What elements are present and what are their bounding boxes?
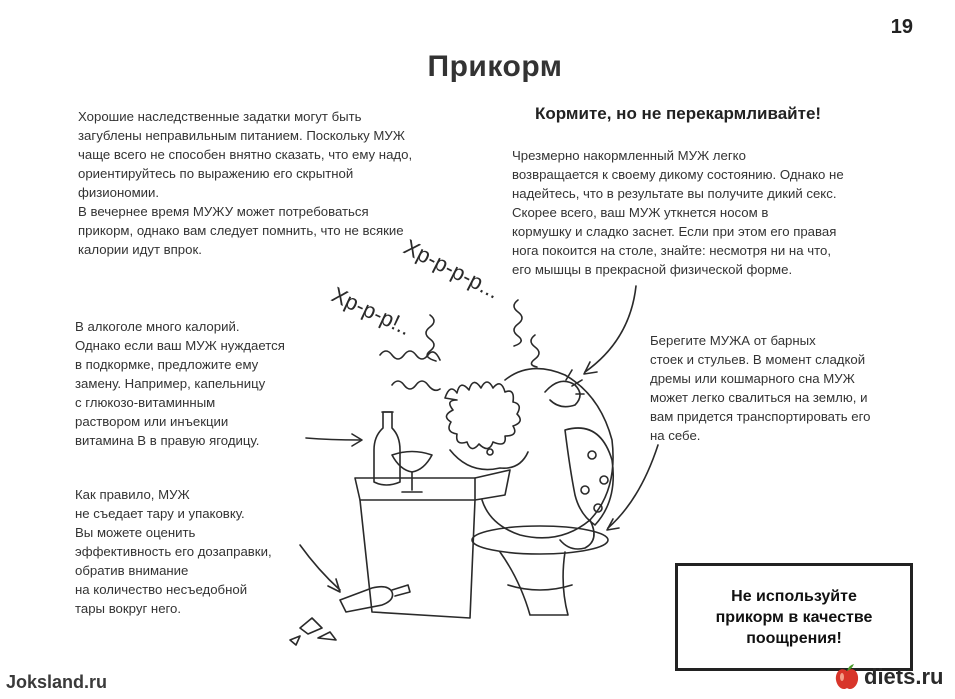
page-title: Прикорм [427,50,563,83]
arrow-to-stool [608,445,658,528]
man-face [450,450,528,470]
stool-legs [500,552,568,615]
broken-glass [290,618,336,645]
table-side [475,470,510,500]
table-top [355,478,475,500]
man-nose [487,449,493,455]
overfed-paragraph: Чрезмерно накормленный МУЖ легко возвращается к своему дикому состоянию. Однако не надейтесь, что в результате вы получите дикий секс. Скорее всего, ваш МУЖ уткнется носом в кормушку и сладко заснет. Если при этом его правая нога покоится на столе, знайте: несмотря ни на что, его мышцы в прекрасной физической форме. [512,148,844,277]
squiggle-3 [426,315,436,361]
snore-text-1: Хр-р-р-р... [399,234,504,304]
floor-bottle [340,587,393,612]
packaging-paragraph: Как правило, МУЖ не съедает тару и упаковку. Вы можете оценить эффективность его дозаправки, обратив внимание на количество несъедобной тары вокруг него. [75,487,272,616]
arrow-to-floor [300,545,340,590]
shorts-dot [600,476,608,484]
section-subtitle: Кормите, но не перекармливайте! [535,104,822,123]
alcohol-paragraph: В алкоголе много калорий. Однако если ваш МУЖ нуждается в подкормке, предложите ему замену. Например, капельницу с глюкозо-витаминным раствором или инъекции витамина В в правую ягодицу. [75,319,285,448]
intro-paragraph: Хорошие наследственные задатки могут быть загублены неправильным питанием. Поскольку МУЖ чаще всего не способен внятно сказать, что ему надо, ориентируйтесь по выражению его скрытной физиономии. [78,109,413,200]
glass-bowl [392,452,432,473]
watermark-diets [834,663,943,691]
squiggle-5 [531,335,539,367]
stool-seat [472,526,608,554]
page-number: 19 [890,16,913,38]
snore-text-2: Хр-р-р!.. [327,281,415,341]
squiggle-4 [514,300,522,346]
apple-icon [834,663,860,691]
bar-paragraph: Берегите МУЖА от барных стоек и стульев. В момент сладкой дремы или кошмарного сна МУЖ может легко свалиться на землю, и вам придется транспортировать его на себе. [650,333,871,443]
watermark-joksland: Joksland.ru [6,672,108,692]
arrow-to-bottle [306,438,360,440]
diets-text: diets.ru [864,664,944,689]
man-hair [445,382,520,449]
arrow-head [607,519,619,530]
stool-rung [508,585,572,590]
man-body [482,369,613,538]
evening-paragraph: В вечернее время МУЖУ может потребоваться прикорм, однако вам следует помнить, что не всякие калории идут впрок. [78,204,404,257]
squiggle-2 [392,381,440,390]
floor-bottle-neck [392,585,410,596]
note-text: Не используйте прикорм в качестве поощрения! [715,587,873,647]
table-body [360,500,475,618]
glass-stem [402,472,422,492]
arrow-to-leg [585,286,636,372]
bottle [374,412,400,485]
shorts-dot [581,486,589,494]
shorts-dot [588,451,596,459]
